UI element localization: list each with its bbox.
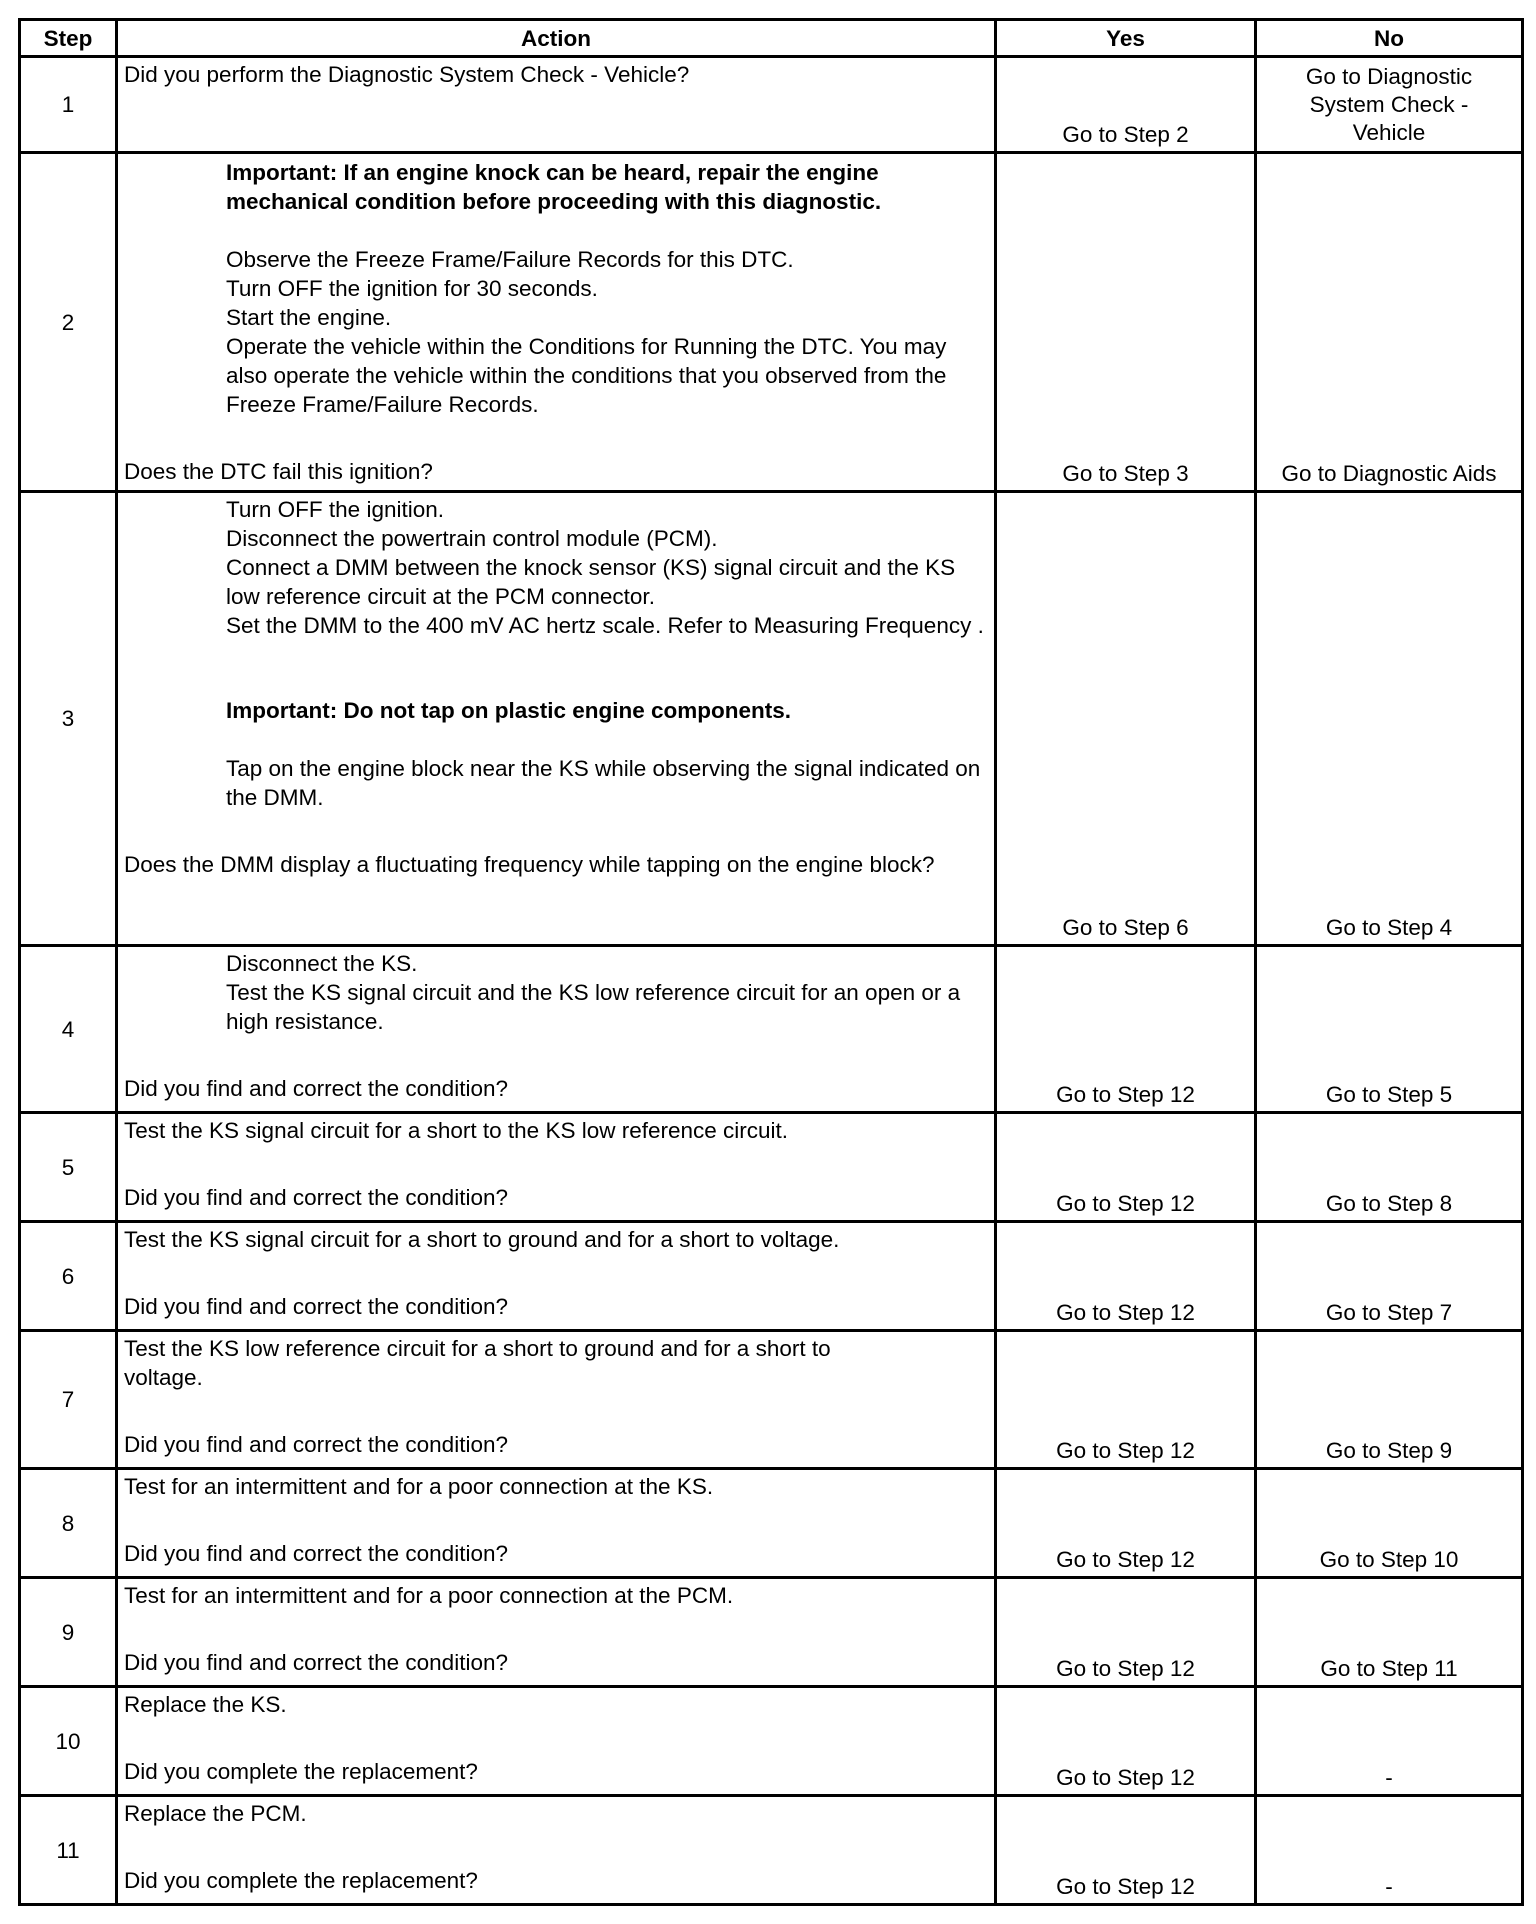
yes-cell: Go to Step 6 [996, 492, 1256, 946]
question-text: Does the DTC fail this ignition? [124, 459, 433, 484]
header-action: Action [117, 20, 996, 57]
action-cell [117, 1469, 996, 1578]
instruction-text: Replace the KS. [124, 1692, 287, 1717]
no-cell: Go to Step 11 [1256, 1578, 1523, 1687]
question-text: Did you complete the replacement? [124, 1868, 478, 1893]
action-cell [117, 1796, 996, 1905]
yes-cell: Go to Step 12 [996, 946, 1256, 1113]
yes-cell: Go to Step 12 [996, 1331, 1256, 1469]
yes-cell: Go to Step 12 [996, 1222, 1256, 1331]
question-text: Did you complete the replacement? [124, 1759, 478, 1784]
important-note: Important: Do not tap on plastic engine components. [226, 698, 792, 723]
no-cell: - [1256, 1687, 1523, 1796]
no-text: Go to Diagnostic System Check - Vehicle [1305, 63, 1473, 145]
step-number: 11 [20, 1796, 117, 1905]
instruction-text: Connect a DMM between the knock sensor (KS) signal circuit and the KS low reference circuit at the PCM connector. [226, 555, 956, 609]
instruction-text: Replace the PCM. [124, 1801, 307, 1826]
instruction-text: Test the KS low reference circuit for a short to ground and for a short to voltage. [124, 1336, 831, 1390]
step-number: 7 [20, 1331, 117, 1469]
table-row [20, 1331, 1523, 1469]
instruction-text: Test for an intermittent and for a poor connection at the KS. [124, 1474, 714, 1499]
action-cell [117, 946, 996, 1113]
no-cell: - [1256, 1796, 1523, 1905]
instruction-text: Test for an intermittent and for a poor connection at the PCM. [124, 1583, 734, 1608]
step-number: 4 [20, 946, 117, 1113]
no-cell: Go to Step 10 [1256, 1469, 1523, 1578]
action-cell [117, 492, 996, 946]
question-text: Did you find and correct the condition? [124, 1185, 508, 1210]
instruction-text: Set the DMM to the 400 mV AC hertz scale. Refer to Measuring Frequency . [226, 613, 984, 638]
table-row [20, 1796, 1523, 1905]
yes-cell: Go to Step 12 [996, 1113, 1256, 1222]
question-text: Did you perform the Diagnostic System Check - Vehicle? [124, 62, 690, 87]
header-yes: Yes [996, 20, 1256, 57]
step-number: 1 [20, 57, 117, 153]
instruction-text: Test the KS signal circuit for a short to the KS low reference circuit. [124, 1118, 789, 1143]
table-row [20, 1687, 1523, 1796]
table-row [20, 57, 1523, 153]
table-row [20, 1578, 1523, 1687]
table-row [20, 1222, 1523, 1331]
instruction-text: Disconnect the KS. [226, 951, 418, 976]
question-text: Did you find and correct the condition? [124, 1541, 508, 1566]
yes-cell: Go to Step 12 [996, 1687, 1256, 1796]
question-text: Did you find and correct the condition? [124, 1650, 508, 1675]
question-text: Did you find and correct the condition? [124, 1432, 508, 1457]
step-number: 8 [20, 1469, 117, 1578]
step-number: 3 [20, 492, 117, 946]
instruction-text: Start the engine. [226, 305, 392, 330]
step-number: 2 [20, 153, 117, 492]
question-text: Does the DMM display a fluctuating frequency while tapping on the engine block? [124, 852, 935, 877]
yes-cell: Go to Step 3 [996, 153, 1256, 492]
table-row [20, 1469, 1523, 1578]
instruction-text: Operate the vehicle within the Conditions for Running the DTC. You may also operate the vehicle within the conditions that you observed from the Freeze Frame/Failure Records. [226, 334, 947, 417]
no-cell: Go to Step 9 [1256, 1331, 1523, 1469]
table-row [20, 1113, 1523, 1222]
no-cell: Go to Step 7 [1256, 1222, 1523, 1331]
instruction-text: Disconnect the powertrain control module (PCM). [226, 526, 718, 551]
instruction-text: Tap on the engine block near the KS while observing the signal indicated on the DMM. [226, 756, 981, 810]
question-text: Did you find and correct the condition? [124, 1294, 508, 1319]
step-number: 6 [20, 1222, 117, 1331]
header-no: No [1256, 20, 1523, 57]
no-cell [1256, 57, 1523, 153]
header-row [20, 20, 1523, 57]
action-cell [117, 1331, 996, 1469]
no-cell: Go to Diagnostic Aids [1256, 153, 1523, 492]
action-cell [117, 1578, 996, 1687]
instruction-text: Turn OFF the ignition. [226, 497, 445, 522]
yes-cell: Go to Step 2 [996, 57, 1256, 153]
table-row [20, 153, 1523, 492]
yes-cell: Go to Step 12 [996, 1796, 1256, 1905]
diagnostic-table [18, 18, 1524, 1906]
instruction-text: Test the KS signal circuit and the KS low reference circuit for an open or a high resistance. [226, 980, 961, 1034]
instruction-text: Observe the Freeze Frame/Failure Records for this DTC. [226, 247, 794, 272]
step-number: 9 [20, 1578, 117, 1687]
instruction-text: Turn OFF the ignition for 30 seconds. [226, 276, 598, 301]
yes-cell: Go to Step 12 [996, 1578, 1256, 1687]
important-note: Important: If an engine knock can be heard, repair the engine mechanical condition before proceeding with this diagnostic. [226, 160, 882, 214]
no-cell: Go to Step 8 [1256, 1113, 1523, 1222]
action-cell [117, 57, 996, 153]
step-number: 5 [20, 1113, 117, 1222]
action-cell [117, 153, 996, 492]
instruction-text: Test the KS signal circuit for a short to ground and for a short to voltage. [124, 1227, 840, 1252]
no-cell: Go to Step 5 [1256, 946, 1523, 1113]
table-row [20, 492, 1523, 946]
question-text: Did you find and correct the condition? [124, 1076, 508, 1101]
action-cell [117, 1687, 996, 1796]
step-number: 10 [20, 1687, 117, 1796]
action-cell [117, 1222, 996, 1331]
action-cell [117, 1113, 996, 1222]
table-row [20, 946, 1523, 1113]
yes-cell: Go to Step 12 [996, 1469, 1256, 1578]
no-cell: Go to Step 4 [1256, 492, 1523, 946]
header-step: Step [20, 20, 117, 57]
